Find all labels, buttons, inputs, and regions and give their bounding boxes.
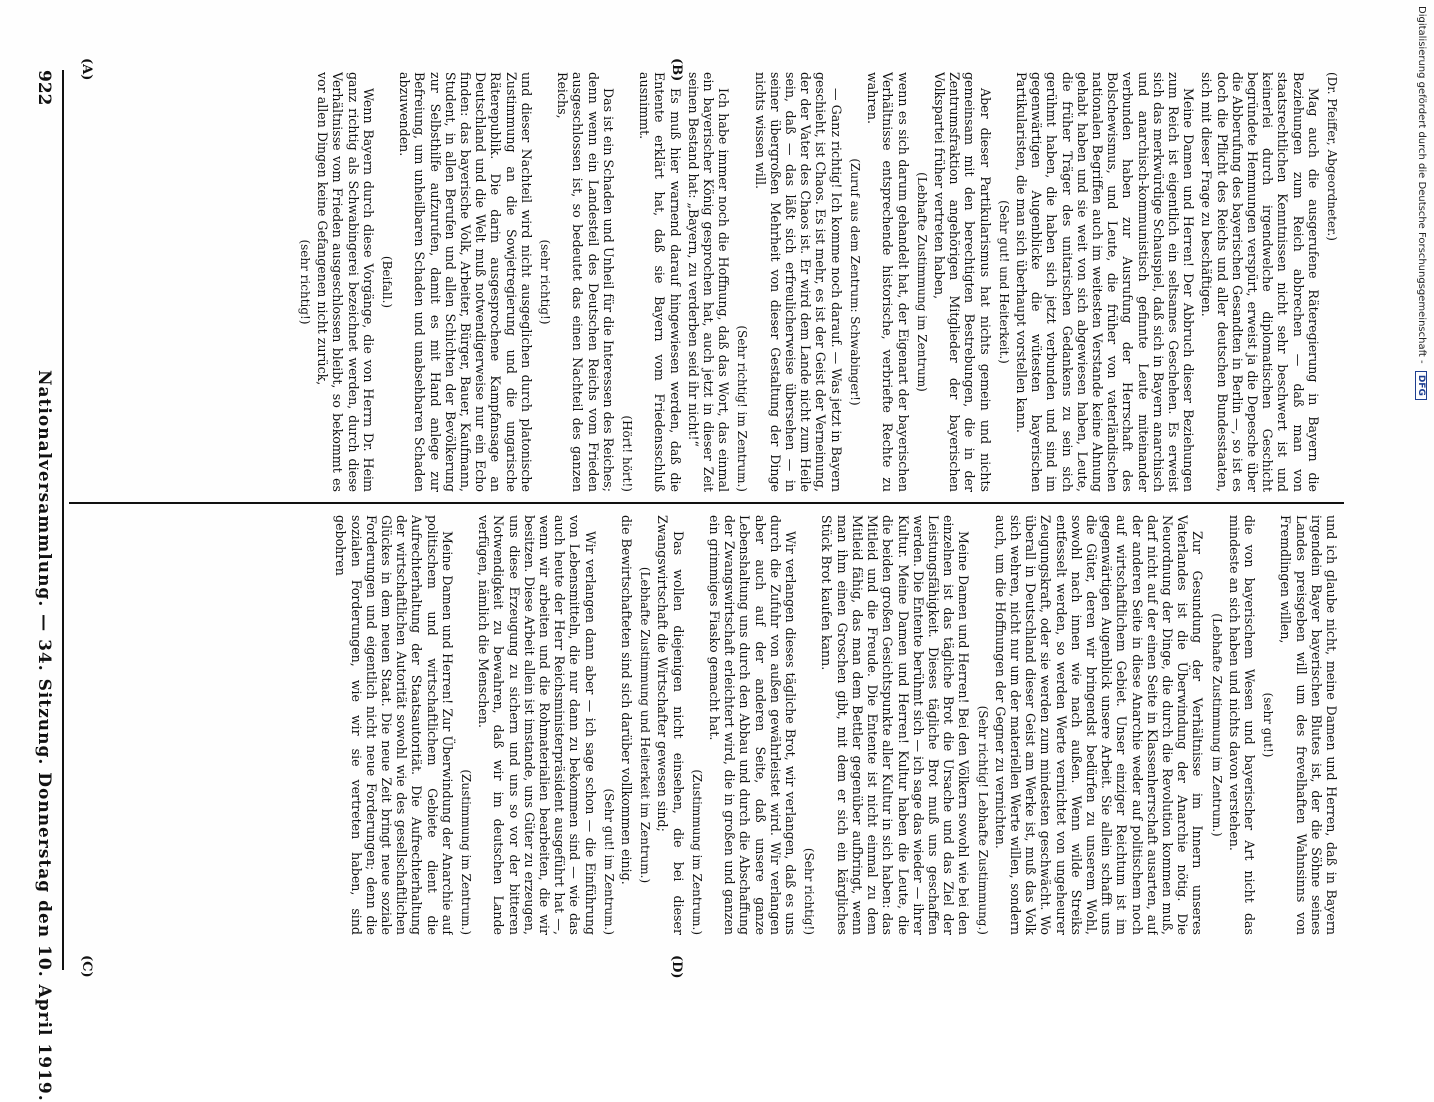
margin-mark-c: (C)	[79, 955, 94, 978]
paragraph: Ich habe immer noch die Hoffnung, daß das Wort, das einmal ein bayerischer König gesprochen hat, auch jetzt in dieser Zeit seinen Bestand hat: „Bayern, zu verderben seid ihr nicht!“	[685, 72, 732, 492]
interjection: (Sehr richtig!)	[802, 847, 817, 935]
interjection: (Zustimmung im Zentrum.)	[459, 769, 474, 935]
interjection: (sehr gut!)	[1261, 692, 1276, 758]
interjection: (Lebhafte Zustimmung und Heiterkeit im Zentrum.)	[638, 566, 653, 884]
margin-mark-a: (A)	[79, 58, 94, 81]
paragraph: Meine Damen und Herren! Der Abbruch dieser Beziehungen zum Reich ist eigentlich ein seltsames Geschehen. Es erweist sich das merkwürdige Schauspiel, daß sich in Bayern anarchisch und anarchisch-kommunistisch gefinnte Leute miteinander verbunden haben zur Ausrufung der Herrschaft des Bolschewismus, und Leute, die früher von vaterländischen nationalen Begriffen auch im weitesten Verstande keine Ahnung gehabt haben und sie weit von sich abgewiesen haben, Leute, die früher Träger des unitarischen Gedankens zu sein sich gerühmt haben, die haben sich jetzt verbunden und sind im gegenwärtigen Augenblicke die wütesten bayerischen Partikularisten, die man sich überhaupt vorstellen kann.	[1013, 72, 1197, 492]
paragraph: und ich glaube nicht, meine Damen und Herren, daß in Bayern irgendein Bayer bayerischen Blutes ist, der die Söhne seines Landes preisgeben will um des frevelhaften Wahnsinns von Fremdlingen willen,	[1278, 515, 1339, 935]
interjection: (sehr richtig!)	[298, 239, 312, 325]
paragraph: die Bewirtschafteten sind sich darüber vollkommen einig.	[619, 515, 635, 885]
paragraph: und dieser Nachteil wird nicht ausgeglichen durch platonische Zustimmung an die Sowjetregierung und die ungarische Räterepublik. Die darin ausgesprochene Kampfansage an Deutschland und die Welt muß notwendigerweise nur ein Echo finden: das bayerische Volk, Arbeiter, Bürger, Bauer, Kaufmann, Student, in allen Berufen und allen Schichten der Bevölkerung zur Selbsthilfe aufzurufen, damit es mit Hand anlege zur Befreiung, um unheilbaren Schaden und unabsehbaren Schaden abzuwenden.	[397, 72, 534, 492]
digitization-footer	[1415, 6, 1427, 996]
header-rule	[62, 70, 64, 970]
paragraph: Meine Damen und Herren! Zur Überwindung der Anarchie auf politischem und wirtschaftlichem Gebiete dient die Aufrechterhaltung der Staatsautorität. Die Aufrechterhaltung der wirtschaftlichen Autorität sowohl wie des gesellschaftlichen Glückes in dem neuen Staat. Die neue Zeit bringt neue soziale Forderungen und eigentlich nicht neue Forderungen; denn die sozialen Forderungen, wie wir sie vertreten haben, sind gebohren	[333, 515, 455, 935]
interjection: (Hört! hört!)	[620, 415, 635, 492]
interjection: (Sehr richtig! im Zentrum.)	[735, 325, 750, 492]
speaker-label: (Dr. Pfeiffer, Abgeordneter.)	[1325, 72, 1339, 241]
interjection: (Zuruf aus dem Zentrum: Schwabinger!)	[847, 158, 862, 406]
margin-mark-d: (D)	[669, 955, 684, 979]
interjection: (Sehr gut! und Heiterkeit.)	[996, 200, 1011, 364]
paragraph: Wir verlangen dann aber — ich sage schon — die Einführung von Lebensmitteln, die nur dann zu bekommen sind — wie das auch heute der Herr Reichsministerpräsident ausgeführt hat —, wenn wir arbeiten und die Rohmaterialien bearbeiten, die wir besitzen. Diese Arbeit allein ist imstande, uns Güter zu erzeugen, uns diese Erzeugung zu sichern und uns so vor der bitteren Notwendigkeit zu bewahren, daß wir im deutschen Lande verfügen, nämlich die Menschen.	[476, 515, 598, 935]
dfg-logo: DFG	[1415, 371, 1427, 400]
paragraph: Mag auch die ausgerufene Räteregierung in Bayern die Beziehungen zum Reich abbrechen — daß man von staatsrechtlichen Kenntnissen nicht sehr beschwert ist und keinerlei durch irgendwelche diplomatischen Geschicht begründete Hemmungen verspürt, erweist ja die Depesche über die Abberufung des bayerischen Gesandten in Berlin —, so ist es doch die Pflicht des Reichs und aller deutschen Bundesstaaten, sich mit dieser Frage zu beschäftigen.	[1199, 72, 1321, 492]
page-title: Nationalversammlung. — 34. Sitzung. Donnerstag den 10. April 1919.	[34, 370, 54, 1102]
paragraph: Wenn Bayern durch diese Vorgänge, die von Herrn Dr. Heim ganz richtig als Schwabingerei bezeichnet werden, durch diese Verhältnisse vom Frieden ausgeschlossen bleibt, so bekommt es vor allen Dingen keine Gefangenen nicht zurück,	[315, 72, 376, 492]
interjection: (Lebhafte Zustimmung im Zentrum)	[914, 172, 929, 392]
left-column	[74, 72, 1339, 492]
paragraph: Wir verlangen dieses tägliche Brot, wir verlangen, daß es uns durch die Zufuhr von außen gewährleistet wird. Wir verlangen aber auch auf der anderen Seite, daß unsere ganze Lebenshaltung uns durch den Abbau und durch die Abschaffung der Zwangswirtschaft erleichtert wird, die in großen und ganzen ein grimmiges Fiasko gemacht hat.	[707, 515, 799, 935]
interjection: (Sehr gut! im Zentrum.)	[601, 788, 616, 935]
interjection: (Lebhafte Zustimmung im Zentrum.)	[1209, 613, 1224, 837]
margin-mark-b: (B)	[669, 58, 684, 82]
interjection: (sehr richtig!)	[538, 239, 553, 325]
footer-text: Digitalisierung gefördert durch die Deutsche Forschungsgemeinschaft -	[1416, 6, 1427, 364]
paragraph: die von bayerischem Wesen und bayerischer Art nicht das mindeste an sich haben und nichts davon verstehen.	[1226, 515, 1257, 935]
right-column	[74, 515, 1339, 935]
interjection: (Sehr richtig! Lebhafte Zustimmung.)	[975, 705, 990, 935]
paragraph: Aber dieser Partikularismus hat nichts gemein und nichts gemeinsam mit den berechtigten Bestrebungen, die in der Zentrumsfraktion angehörigen Mitglieder der bayerischen Volkspartei früher vertreten haben,	[931, 72, 993, 492]
paragraph: Meine Damen und Herren! Bei den Völkern sowohl wie bei den einzelnen ist das tägliche Brot die Ursache und das Ziel der Leistungsfähigkeit. Dieses tägliche Brot muß uns geschaffen werden. Die Entente berühmt sich — ich sage das wieder — ihrer Kultur. Meine Damen und Herren! Kultur haben die Leute, die die beiden großen Gesichtspunkte aller Kultur in sich haben: das Mitleid und die Freude. Die Entente ist nicht einmal zu dem Mitleid fähig, das man dem Bettler gegenüber aufbringt, wenn man ihm einen Groschen gibt, mit dem er sich ein kärgliches Stück Brot kaufen kann.	[819, 515, 972, 935]
paragraph: Das wollen diejenigen nicht einsehen, die bei dieser Zwangswirtschaft die Wirtschafter gewesen sind;	[655, 515, 686, 935]
column-divider	[69, 502, 1344, 504]
interjection: (Zustimmung im Zentrum.)	[689, 769, 704, 935]
page-number: 922	[34, 70, 54, 106]
paragraph: Das ist ein Schaden und Unheil für die Interessen des Reiches; denn wenn ein Landesteil des Deutschen Reichs vom Frieden ausgeschlossen ist, so bedeutet das einen Nachteil des ganzen Reichs,	[555, 72, 616, 492]
paragraph: Es muß hier warnend darauf hingewiesen werden, daß die Entente erklärt hat, daß sie Bayern vom Friedensschluß ausnimmt.	[637, 72, 683, 492]
interjection: (Beifall.)	[380, 255, 395, 309]
page-header	[26, 70, 56, 1102]
paragraph: — Ganz richtig! Ich komme noch darauf. — Was jetzt in Bayern geschieht, ist Chaos. Es ist mehr, es ist der Geist der Verneinung, der der Vater des Chaos ist. Er wird dem Lande nicht zum Heile sein, daß — das läßt sich erfreulicherweise übersehen — in seiner übergroßen Mehrheit von dieser Gestaltung der Dinge nichts wissen will.	[752, 72, 844, 492]
paragraph: Zur Gesundung der Verhältnisse im Innern unseres Vaterlandes ist die Überwindung der Anarchie nötig. Die Neuordnung der Dinge, die durch die Revolution kommen muß, darf nicht auf der einen Seite in Klassenherrschaft ausarten, auf der anderen Seite in diese Anarchie weder auf politischem noch auf wirtschaftlichem Gebiet. Unser einziger Reichtum ist im gegenwärtigen Augenblick unsere Arbeit. Sie allein schafft uns die Güter, deren wir bringendst bedürfen zu unserem Wohl, sowohl nach innen wie nach außen. Wenn wilde Streiks entfesselt werden, so werden Werte vernichtet von ungeheurer Zeugungskraft, oder sie werden zum mindesten geschwächt. Wo überall in Deutschland dieser Geist am Werke ist, muß das Volk sich wehren, nicht nur um der materiellen Werte willen, sondern auch, um die Hoffnungen der Gegner zu vernichten.	[992, 515, 1206, 935]
paragraph: wenn es sich darum gehandelt hat, der Eigenart der bayerischen Verhältnisse entsprechende historische, verbriefte Rechte zu wahren.	[865, 72, 911, 492]
